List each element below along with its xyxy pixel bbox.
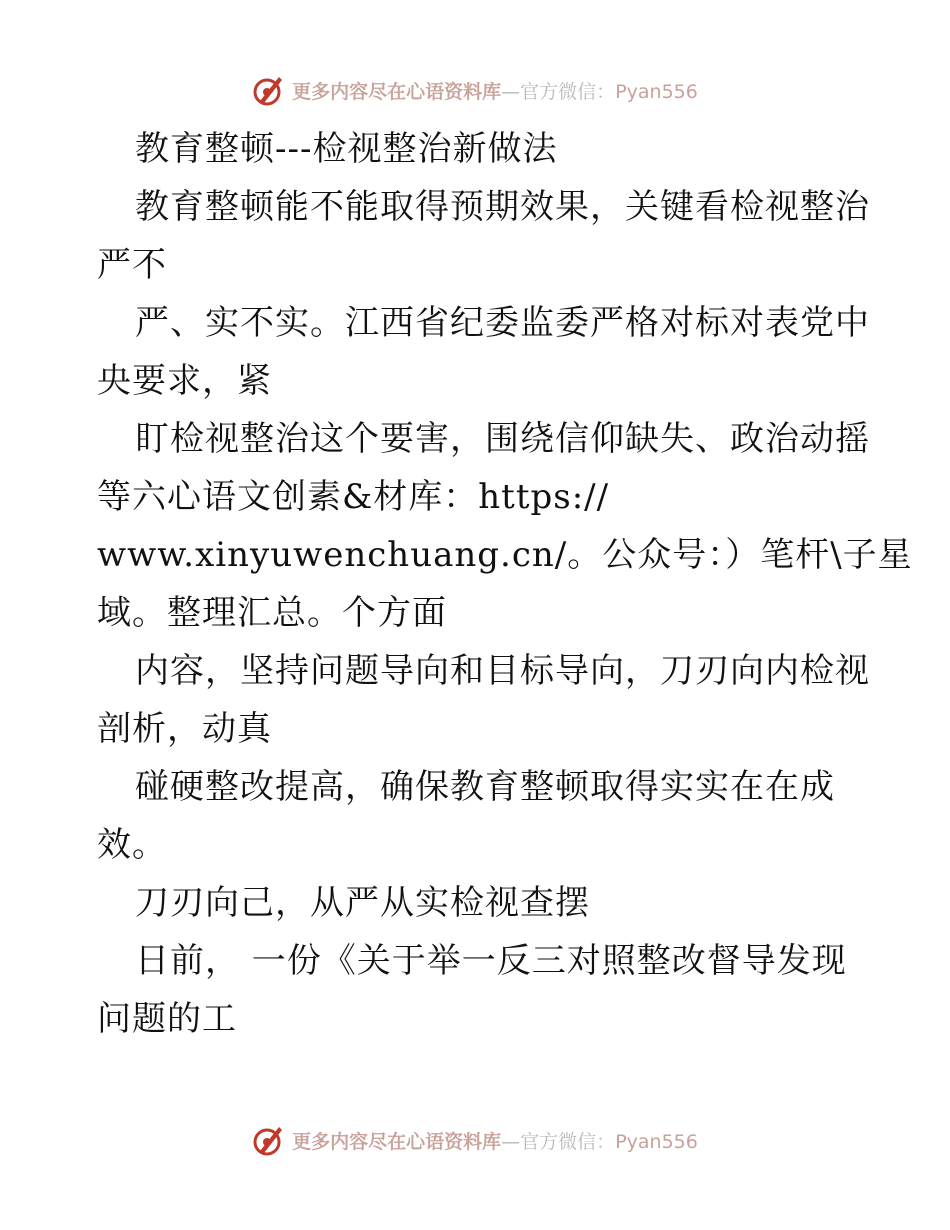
text-line: 碰硬整改提高，确保教育整顿取得实实在在成 [135,767,835,807]
text-line: 教育整顿---检视整治新做法 [135,129,558,169]
document-body [97,120,913,1048]
banner-wechat-label: 官方微信： [520,80,616,103]
text-line: www.xinyuwenchuang.cn/。公众号：）笔杆\子星 [97,535,913,575]
text-line: 剖析，动真 [97,709,272,749]
banner-title: 更多内容尽在心语资料库 [292,80,502,103]
text-line: 严不 [97,245,167,285]
banner-dash: — [501,1130,521,1153]
text-line: 盯检视整治这个要害，围绕信仰缺失、政治动摇 [135,419,870,459]
header-banner [0,70,950,110]
banner-text [292,1127,698,1154]
text-line: 日前， 一份《关于举一反三对照整改督导发现 [135,941,847,981]
text-line: 效。 [97,825,167,865]
banner-wechat-label: 官方微信： [520,1130,616,1153]
text-line: 等六心语文创素&材库：https:// [97,477,610,517]
quill-logo-icon [252,1123,286,1157]
footer-banner [0,1120,950,1160]
text-line: 内容，坚持问题导向和目标导向，刀刃向内检视 [135,651,870,691]
text-line: 严、实不实。江西省纪委监委严格对标对表党中 [135,303,870,343]
text-line: 域。整理汇总。个方面 [97,593,447,633]
quill-logo-icon [252,73,286,107]
text-line: 刀刃向己，从严从实检视查摆 [135,883,590,923]
banner-title: 更多内容尽在心语资料库 [292,1130,502,1153]
banner-wechat-id: Pyan556 [615,80,698,103]
banner-text [292,77,698,104]
text-line: 教育整顿能不能取得预期效果，关键看检视整治 [135,187,870,227]
text-line: 问题的工 [97,999,237,1039]
text-line: 央要求，紧 [97,361,272,401]
banner-wechat-id: Pyan556 [615,1130,698,1153]
banner-dash: — [501,80,521,103]
